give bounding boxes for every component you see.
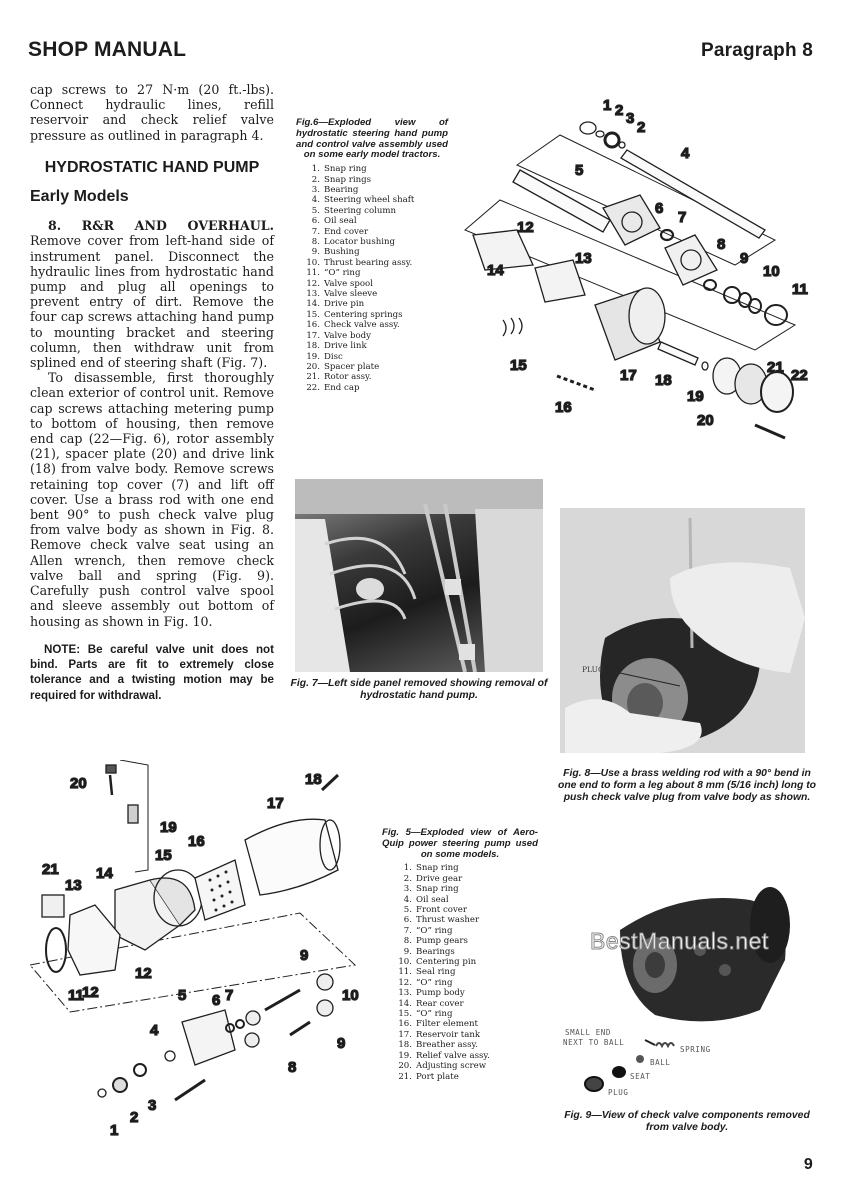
fig5-legend-item [396,1009,538,1019]
fig6-legend-label: Rotor assy. [324,372,372,383]
fig5-legend-label: Reservoir tank [416,1029,481,1040]
fig5-legend-label: Centering pin [416,957,477,968]
fig6-caption: Fig.6—Exploded view of hydrostatic steering hand pump and control valve assembly used on some early model tractors. [296,117,448,161]
fig6-legend-item [304,352,448,362]
fig6-legend-label: Centering springs [324,309,403,320]
fig6-callout: 22 [791,367,808,384]
fig5-legend-number: 17. [398,1029,412,1040]
fig6-legend-label: End cover [324,226,369,237]
fig6-legend-number: 7. [311,226,320,237]
fig6-callout: 20 [697,412,714,429]
fig5-legend-number: 19. [398,1050,412,1061]
fig5-legend-item [396,1040,538,1050]
fig5-callout: 11 [68,987,84,1004]
fig5-callout: 7 [225,987,234,1004]
running-header-left: SHOP MANUAL [28,38,187,61]
left-column [30,82,274,703]
fig5-callout: 16 [188,833,205,850]
fig5-legend-number: 20. [398,1061,412,1072]
fig5-callout: 21 [42,861,59,878]
fig6-legend-label: Valve body [324,330,371,341]
fig5-callout: 12 [135,965,152,982]
fig6-legend-item [304,299,448,309]
fig6-legend-number: 21. [306,372,320,383]
fig5-legend-item [396,884,538,894]
fig6-part-oil-seal [661,230,673,240]
fig5-legend-number: 10. [398,957,412,968]
paragraph-8-text: Remove cover from left-hand side of instrument panel. Disconnect the hydraulic lines from hydrostatic hand pump and plug all openings to prevent entry of dirt. Remove the four cap screws attaching hand pump to mounting bracket and steering column, then withdraw unit from splined end of steering shaft (Fig. 7). [30,233,274,371]
fig5-legend-label: “O” ring [416,977,453,988]
fig5-legend-item [396,874,538,884]
fig6-callout: 8 [717,236,726,253]
fig6-callout: 16 [555,399,572,416]
fig5-legend-number: 16. [398,1019,412,1030]
fig5-legend-item [396,926,538,936]
fig6-callout: 18 [655,372,672,389]
fig5-legend-label: Relief valve assy. [416,1050,490,1061]
fig6-legend-label: Steering column [324,205,397,216]
fig5-callout: 1 [110,1122,119,1139]
fig5-part-adjusting-screw [110,775,112,795]
fig5-legend-label: “O” ring [416,1009,453,1020]
fig6-legend-number: 5. [311,205,320,216]
fig6-callout: 17 [620,367,637,384]
fig5-legend-number: 8. [403,936,412,947]
paragraph-8 [30,218,274,370]
fig6-legend-number: 17. [306,330,320,341]
fig6-callout: 21 [767,359,784,376]
fig5-legend-number: 2. [403,873,412,884]
fig5-part-bolt [175,1080,205,1100]
fig5-part-bearing-a [246,1011,260,1025]
fig6-arrow [755,425,785,438]
fig6-legend-item [304,383,448,393]
fig6-legend-number: 4. [311,195,320,206]
fig6-legend-number: 11. [306,268,320,279]
fig5-part-breather [322,775,338,790]
fig6-legend-label: Oil seal [324,216,357,227]
fig5-caption-block [382,828,538,1082]
fig5-part-reservoir-tank [245,819,338,895]
fig5-part-snap-ring-1 [98,1089,106,1097]
fig5-legend-item [396,895,538,905]
fig6-legend [304,164,448,393]
fig6-legend-item [304,372,448,382]
fig6-legend-label: Locator bushing [324,237,396,248]
fig6-part-bearing [605,133,619,147]
fig6-caption-block [296,118,448,393]
fig6-legend-label: Thrust bearing assy. [324,257,413,268]
fig5-part-adjusting-screw-head [106,765,116,773]
fig6-callout: 12 [517,219,534,236]
fig6-callout: 9 [740,250,749,267]
fig5-callout: 14 [96,865,113,882]
fig6-legend-item [304,216,448,226]
fig9-label-plug: PLUG [608,1088,629,1097]
fig6-part-column-flange [603,195,660,245]
fig6-legend-number: 6. [311,216,320,227]
fig5-legend-item [396,905,538,915]
fig5-callout: 10 [342,987,359,1004]
fig6-legend-number: 1. [311,164,320,175]
intro-paragraph: cap screws to 27 N·m (20 ft.-lbs). Connect hydraulic lines, refill reservoir and check relief valve pressure as outlined in paragraph 4. [30,82,274,143]
fig5-callout: 19 [160,819,177,836]
fig5-legend-number: 7. [403,925,412,936]
running-header-right: Paragraph 8 [700,40,813,61]
fig5-legend-item [396,1072,538,1082]
fig6-legend-item [304,320,448,330]
fig6-legend-item [304,175,448,185]
fig5-part-oil-seal [165,1051,175,1061]
fig6-legend-number: 13. [306,289,320,300]
fig5-legend-number: 21. [398,1071,412,1082]
fig5-part-pump-gear-b [290,1022,310,1035]
fig5-legend-number: 1. [403,863,412,874]
fig6-legend-number: 14. [306,299,320,310]
fig6-legend-item [304,268,448,278]
fig5-legend-label: Breather assy. [416,1040,478,1051]
fig6-part-o-ring [765,305,787,325]
fig7-caption: Fig. 7—Left side panel removed showing removal of hydrostatic hand pump. [290,678,548,702]
fig5-callout: 17 [267,795,284,812]
fig6-callout: 3 [626,110,635,127]
fig6-callout: 15 [510,357,527,374]
fig9-label-small-end: SMALL END [565,1028,612,1037]
fig5-legend-item [396,957,538,967]
page-number: 9 [803,1156,813,1173]
fig5-legend-label: Port plate [416,1071,459,1082]
fig5-callout: 15 [155,847,172,864]
fig6-part-end-cap [761,372,793,412]
fig5-legend-number: 15. [398,1009,412,1020]
fig6-legend-item [304,164,448,174]
fig5-part-o-ring-7 [236,1020,244,1028]
fig6-part-end-cover [665,235,717,285]
fig6-callout: 1 [603,97,612,114]
fig6-callout: 7 [678,209,687,226]
fig5-callout: 18 [305,771,322,788]
fig5-legend-item [396,999,538,1009]
fig6-callout: 6 [655,200,664,217]
fig6-legend-number: 2. [311,174,320,185]
fig5-legend-item [396,1019,538,1029]
fig5-part-bearing-c [317,974,333,990]
fig6-legend-number: 19. [306,351,320,362]
fig9-photo-content [560,870,825,1110]
fig8-photo-content [560,508,805,753]
fig5-legend-label: Snap ring [416,884,459,895]
fig5-legend-item [396,978,538,988]
fig8-plug-label: PLUG [582,665,604,674]
fig5-legend-label: Seal ring [416,967,456,978]
fig5-part-bearing-d [317,1000,333,1016]
fig9-label-ball: BALL [650,1058,671,1067]
fig6-legend-label: Drive pin [324,299,365,310]
fig5-legend-item [396,863,538,873]
fig6-legend-label: Snap ring [324,164,367,175]
fig5-legend-item [396,1061,538,1071]
fig6-legend-item [304,195,448,205]
fig5-legend-label: Front cover [416,905,468,916]
fig9-photo [560,870,825,1110]
fig6-legend-item [304,247,448,257]
section-title: HYDROSTATIC HAND PUMP [44,158,260,176]
fig5-legend-label: Drive gear [416,873,463,884]
fig5-part-front-housing [68,905,120,975]
fig6-legend-label: Bearing [324,185,359,195]
fig5-legend-label: Bearings [416,946,455,957]
fig6-legend-item [304,237,448,247]
fig6-part-snap-ring-3 [619,142,625,148]
fig5-legend-number: 13. [398,988,412,999]
fig6-part-snap-ring-2 [596,131,604,137]
fig5-legend-number: 18. [398,1040,412,1051]
fig6-legend-label: Valve spool [324,278,373,289]
fig5-legend-label: Pump gears [416,936,468,947]
fig5-callout: 6 [212,992,221,1009]
fig6-legend-label: Check valve assy. [324,320,400,331]
fig5-legend-label: Rear cover [416,998,464,1009]
fig6-legend-label: Steering wheel shaft [324,195,415,206]
fig6-legend-number: 16. [306,320,320,331]
fig9-label-next-to-ball: NEXT TO BALL [563,1038,625,1047]
fig5-legend-item [396,967,538,977]
fig5-part-bearing-b [245,1033,259,1047]
fig6-part-disc [702,362,708,370]
fig6-legend-label: Snap rings [324,174,372,185]
watermark: BestManuals.net [590,928,769,954]
fig6-legend-label: End cap [324,382,360,393]
fig5-part-snap-ring-3 [134,1064,146,1076]
fig6-legend-item [304,279,448,289]
fig5-part-front-cover [182,1010,235,1065]
fig6-legend-number: 10. [306,257,320,268]
fig6-legend-item [304,341,448,351]
fig6-legend-item [304,227,448,237]
fig9-caption: Fig. 9—View of check valve components removed from valve body. [564,1110,810,1134]
fig5-part-port-plate [42,895,64,917]
fig5-legend-label: Snap ring [416,863,459,874]
fig8-photo [560,508,805,753]
fig5-legend-label: Pump body [416,988,465,999]
fig6-callout: 19 [687,388,704,405]
fig6-part-check-valve [557,376,595,390]
fig5-legend-number: 14. [398,998,412,1009]
fig5-legend-item [396,947,538,957]
fig5-part-relief-valve [128,805,138,823]
fig6-exploded-diagram [455,80,840,440]
fig5-part-drive-gear [113,1078,127,1092]
fig5-legend-item [396,988,538,998]
fig6-callout: 10 [763,263,780,280]
fig6-legend-label: Drive link [324,341,367,352]
fig6-legend-item [304,310,448,320]
fig5-legend-item [396,1030,538,1040]
fig5-legend-number: 6. [403,915,412,926]
fig5-legend-label: Filter element [416,1019,478,1030]
fig6-legend-number: 8. [311,237,320,248]
fig5-part-filter-element [195,860,245,920]
fig5-caption: Fig. 5—Exploded view of Aero-Quip power steering pump used on some models. [382,827,538,860]
fig5-callout: 9 [300,947,309,964]
fig5-callout: 20 [70,775,87,792]
fig6-legend-number: 22. [306,382,320,393]
fig6-legend-number: 20. [306,361,320,372]
fig6-callout: 2 [615,102,624,119]
fig7-photo [295,479,543,672]
fig6-legend-label: Spacer plate [324,361,380,372]
fig6-callout: 11 [792,281,808,298]
fig6-callout: 4 [681,145,690,162]
fig5-exploded-diagram [20,760,380,1160]
fig5-legend-number: 4. [403,894,412,905]
fig8-caption: Fig. 8—Use a brass welding rod with a 90° bend in one end to form a leg about 8 mm (5/16 inch) long to push check valve plug from valve body as shown. [557,768,817,804]
fig5-legend-label: Oil seal [416,894,449,905]
fig5-legend-item [396,915,538,925]
fig5-legend-label: Thrust washer [416,915,480,926]
fig5-legend-item [396,936,538,946]
fig5-legend-number: 3. [403,884,412,895]
note: NOTE: Be careful valve unit does not bind. Parts are fit to extremely close tolerance and a twisting motion may be required for withdrawal. [30,642,274,702]
fig6-callout: 13 [575,250,592,267]
fig7-photo-content [295,479,543,672]
fig6-legend-item [304,331,448,341]
fig5-legend-item [396,1051,538,1061]
fig9-label-spring: SPRING [680,1045,711,1054]
fig6-legend-number: 9. [311,247,320,258]
fig5-part-seal-ring [46,928,66,972]
fig6-legend-label: Valve sleeve [324,289,378,300]
fig6-legend-number: 15. [306,309,320,320]
fig6-part-bushing [724,287,740,303]
fig6-legend-item [304,206,448,216]
fig5-callout: 5 [178,987,187,1004]
section-subtitle: Early Models [30,188,129,206]
fig5-callout: 3 [148,1097,157,1114]
fig5-legend-number: 9. [403,946,412,957]
fig6-part-snap-ring [580,122,596,134]
fig9-label-seat: SEAT [630,1072,651,1081]
fig5-legend-number: 11. [398,967,412,978]
fig6-legend-number: 3. [311,185,320,195]
fig5-legend-label: “O” ring [416,925,453,936]
fig6-callout: 2 [637,119,646,136]
fig5-legend [396,863,538,1082]
fig6-legend-item [304,362,448,372]
fig6-legend-number: 18. [306,341,320,352]
fig5-callout: 13 [65,877,82,894]
fig5-callout: 4 [150,1022,159,1039]
fig6-callout: 5 [575,162,584,179]
fig5-callout: 9 [337,1035,346,1052]
fig5-legend-number: 12. [398,977,412,988]
fig6-legend-label: Bushing [324,247,360,258]
fig5-legend-label: Adjusting screw [416,1061,487,1072]
fig6-legend-number: 12. [306,278,320,289]
fig6-legend-label: “O” ring [324,268,361,279]
fig5-callout: 8 [288,1059,297,1076]
fig5-callout: 12 [82,984,99,1001]
fig6-part-centering-springs [503,318,522,336]
fig6-legend-item [304,289,448,299]
fig6-part-drive-link [658,342,698,365]
fig5-legend-number: 5. [403,905,412,916]
paragraph-8-lead: 8. R&R AND OVERHAUL. [48,218,274,234]
fig6-part-valve-body-face [629,288,665,344]
fig6-legend-item [304,185,448,195]
fig5-callout: 2 [130,1109,139,1126]
fig5-part-pump-gear-a [265,990,300,1010]
disassemble-paragraph: To disassemble, first thoroughly clean exterior of control unit. Remove cap screws attaching metering pump to bottom of housing, then remove end cap (22—Fig. 6), rotor assembly (21), spacer plate (20) and drive link (18) from valve body. Remove screws retaining top cover (7) and lift off cover. Use a brass rod with one end bent 90° to push check valve plug from valve body as shown in Fig. 8. Remove check valve seat using an Allen wrench, then remove check valve ball and spring (Fig. 9). Carefully push control valve spool and sleeve assembly out bottom of housing as shown in Fig. 10. [30,370,274,629]
fig6-legend-item [304,258,448,268]
fig6-legend-label: Disc [324,351,343,362]
fig6-callout: 14 [487,262,504,279]
